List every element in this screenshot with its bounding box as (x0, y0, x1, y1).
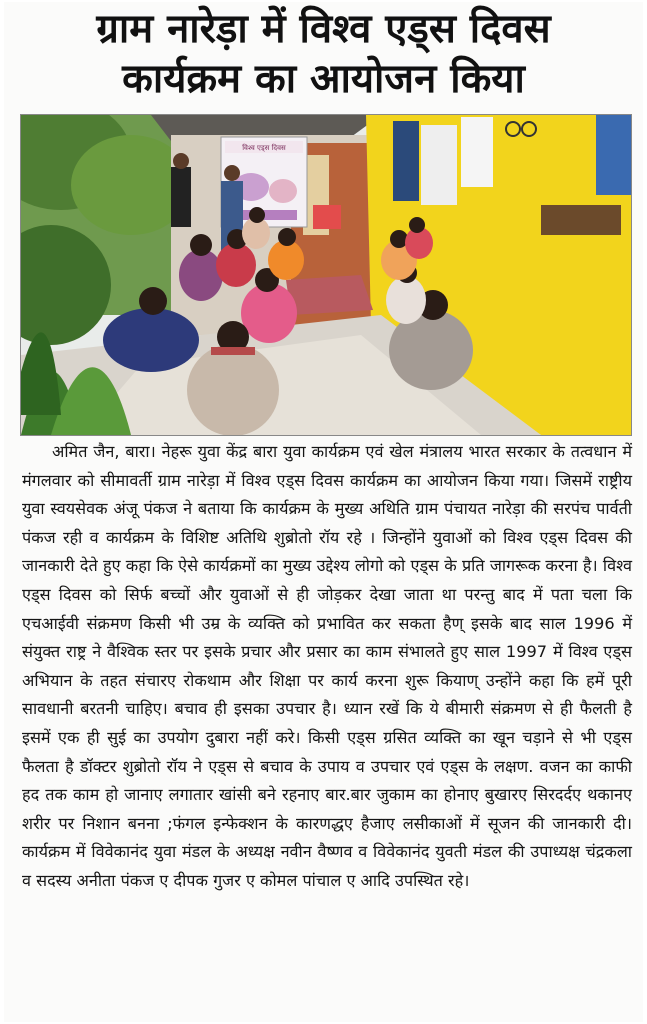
news-clipping (4, 2, 643, 1022)
article-body: अमित जैन, बारा। नेहरू युवा केंद्र बारा युवा कार्यक्रम एवं खेल मंत्रालय भारत सरकार के तत्वधान में मंगलवार को सीमावर्ती ग्राम नारेड़ा में विश्व एड्स दिवस कार्यक्रम का आयोजन किया गया। जिसमें राष्ट्रीय युवा स्वयसेवक अंजू पंकज ने बताया कि कार्यक्रम के मुख्य अथिति ग्राम पंचायत नारेड़ा की सरपंच पार्वती पंकज रही व कार्यक्रम के विशिष्ट अतिथि शुब्रोतो रॉय रहे । जिन्होंने युवाओं को विश्व एड्स दिवस की जानकारी देते हुए कहा कि ऐसे कार्यक्रमों का मुख्य उद्देश्य लोगो को एड्स के प्रति जागरूक करना है। विश्व एड्स दिवस को सिर्फ बच्चों और युवाओं से ही जोड़कर देखा जाता था परन्तु बाद में पता चला कि एचआईवी संक्रमण किसी भी उम्र के व्यक्ति को प्रभावित कर सकता हैण् इसके बाद साल 1996 में संयुक्त राष्ट्र ने वैश्विक स्तर पर इसके प्रचार और प्रसार का काम संभालते हुए साल 1997 में विश्व एड्स अभियान के तहत संचारए रोकथाम और शिक्षा पर कार्य करना शुरू कियाण् उन्होंने कहा कि हमें पूरी सावधानी बरतनी चाहिए। बचाव ही इसका उपचार है। ध्यान रखें कि ये बीमारी संक्रमण से ही फैलती है इसमें एक ही सुई का उपयोग दुबारा नहीं करे। किसी एड्स ग्रसित व्यक्ति का खून चड़ाने से भी एड्स फैलता है डॉक्टर शुब्रोतो रॉय ने एड्स से बचाव के उपाय व उपचार एवं एड्स के लक्षण. वजन का काफी हद तक काम हो जानाए लगातार खांसी बने रहनाए बार.बार जुकाम का होनाए बुखारए सिरदर्दए थकानए शरीर पर निशान बनना ;फंगल इन्फेक्शन के कारणद्धए हैजाए लसीकाओं में सूजन की जानकारी दी। कार्यक्रम में विवेकानंद युवा मंडल के अध्यक्ष नवीन वैष्णव व विवेकानंद युवती मंडल की उपाध्यक्ष चंद्रकला व सदस्य अनीता पंकज ए दीपक गुजर ए कोमल पांचाल ए आदि उपस्थित रहे। (22, 442, 632, 890)
headline-line-2: कार्यक्रम का आयोजन किया (122, 56, 525, 102)
banner-text: विश्व एड्स दिवस (242, 144, 286, 152)
headline (4, 4, 643, 104)
photo-scene (21, 115, 631, 435)
headline-line-1: ग्राम नारेड़ा में विश्व एड्स दिवस (96, 6, 551, 52)
news-photo (20, 114, 632, 436)
